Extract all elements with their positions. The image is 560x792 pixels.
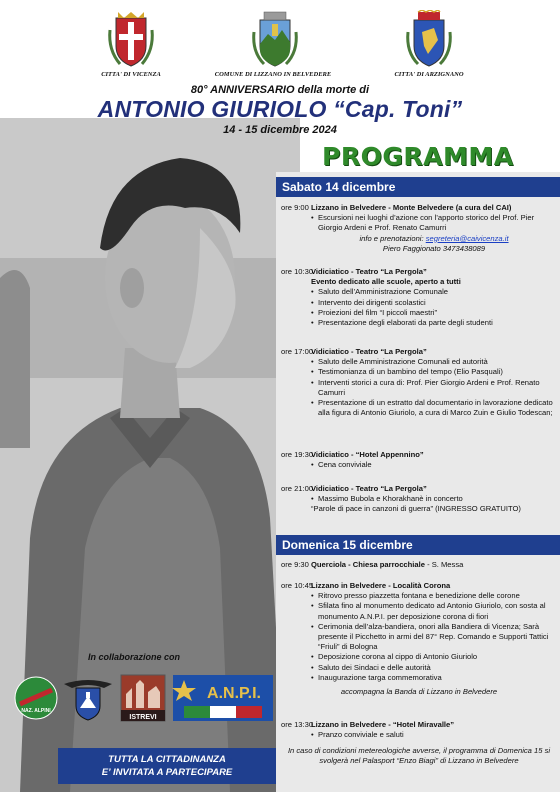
list-item: • Cena conviviale (311, 460, 557, 470)
sat-event-3 (281, 347, 557, 418)
event-place: Lizzano in Belvedere - “Hotel Miravalle” (311, 720, 455, 729)
list-item: • Presentazione degli elaborati da parte degli studenti (311, 318, 557, 328)
day-bar-sunday: Domenica 15 dicembre (276, 535, 560, 555)
arzignano-crest-icon (404, 10, 454, 68)
list-item: • Saluto delle Amministrazione Comunali ed autorità (311, 357, 557, 367)
lizzano-crest-icon (250, 10, 300, 68)
concert-subtitle: “Parole di pace in canzoni di guerra” (INGRESSO GRATUITO) (311, 504, 521, 514)
sat-event-5 (281, 484, 557, 515)
page-title: ANTONIO GIURIOLO “Cap. Toni” (97, 96, 463, 122)
event-place: Vidiciatico - Teatro “La Pergola” (311, 267, 427, 276)
weather-note: In caso di condizioni metereologiche avverse, il programma di Domenica 15 si svolgerà nel Palasport “Enzo Biagi” di Lizzano in Belvedere (287, 746, 551, 766)
list-item: • Ritrovo presso piazzetta fontana e benedizione delle corone (311, 591, 557, 601)
invitation-banner (58, 748, 276, 784)
list-item: • Deposizione corona al cippo di Antonio Giuriolo (311, 652, 557, 662)
event-time: ore 19:30 (281, 450, 314, 459)
info-phone: Piero Faggionato 3473438089 (382, 243, 486, 253)
event-time: ore 9:30 (281, 560, 309, 569)
list-item: • Interventi storici a cura di: Prof. Pier Giorgio Ardeni e Prof. Renato Camurri (311, 378, 557, 398)
sun-event-2 (281, 581, 557, 697)
vicenza-crest-icon (106, 10, 156, 68)
event-place: Lizzano in Belvedere - Località Corona (311, 581, 451, 590)
programma-heading: PROGRAMMA (322, 142, 514, 171)
istrevi-text: ISTREVI (129, 714, 157, 721)
list-item: • Intervento dei dirigenti scolastici (311, 298, 557, 308)
crest-label-vicenza: CITTA' DI VICENZA (101, 71, 161, 78)
day-bar-saturday: Sabato 14 dicembre (276, 177, 560, 197)
event-time: ore 21:00 (281, 484, 314, 493)
event-place: Vidiciatico - Teatro “La Pergola” (311, 484, 427, 493)
event-time: ore 13:30 (281, 720, 314, 729)
anpi-logo (172, 674, 274, 722)
list-item: • Proiezioni del film “I piccoli maestri” (311, 308, 557, 318)
collab-label: In collaborazione con (88, 652, 181, 662)
event-place: Querciola - Chiesa parrocchiale (311, 560, 425, 569)
band-note: accompagna la Banda di Lizzano in Belvedere (340, 687, 498, 697)
event-dates: 14 - 15 dicembre 2024 (223, 124, 337, 136)
event-time: ore 9:00 (281, 203, 309, 212)
list-item: • Pranzo conviviale e saluti (311, 730, 557, 740)
sat-event-4 (281, 450, 557, 470)
list-item: • Testimonianza di un bambino del tempo (Elio Pasquali) (311, 367, 557, 377)
sat-event-1 (281, 203, 557, 254)
event-place: Lizzano in Belvedere - Monte Belvedere (a cura del CAI) (311, 203, 512, 212)
list-item: • Massimo Bubola e Khorakhanè in concerto (311, 494, 557, 504)
event-time: ore 10:45 (281, 581, 314, 590)
program-panel (276, 172, 560, 792)
info-label: info e prenotazioni: (359, 233, 426, 243)
invitation-line-2: E’ INVITATA A PARTECIPARE (101, 767, 233, 778)
anpi-text: A.N.P.I. (207, 685, 261, 702)
list-item: • Saluto dell’Amministrazione Comunale (311, 287, 557, 297)
crest-label-arzignano: CITTA' DI ARZIGNANO (394, 71, 464, 78)
event-detail: - S. Messa (424, 560, 464, 569)
event-place: Vidiciatico - Teatro “La Pergola” (311, 347, 427, 356)
email-link[interactable]: segreteria@caivicenza.it (425, 233, 509, 243)
cai-logo (62, 674, 114, 722)
crest-label-lizzano: COMUNE DI LIZZANO IN BELVEDERE (214, 71, 332, 78)
list-item: • Inaugurazione targa commemorativa (311, 673, 557, 683)
istrevi-logo (120, 674, 166, 722)
sun-event-1 (281, 560, 557, 570)
list-item: • Saluto dei Sindaci e delle autorità (311, 663, 557, 673)
ana-text: NAZ. ALPINI (21, 708, 51, 714)
list-item: • Presentazione di un estratto dal documentario in lavorazione dedicato alla figura di Antonio Giuriolo, a cura di Marco Zuin e Giulio Todescan; (311, 398, 557, 418)
anniversary-line: 80° ANNIVERSARIO della morte di (190, 84, 370, 96)
sat-event-2 (281, 267, 557, 328)
list-item: • Cerimonia dell’alza-bandiera, onori alla Bandiera di Vicenza; Sarà presente il Picchetto in armi del 87° Rep. Comando e Supporti Tattici “Friuli” di Bologna (311, 622, 557, 653)
sun-event-3 (281, 720, 557, 740)
invitation-line-1: TUTTA LA CITTADINANZA (108, 754, 226, 765)
event-time: ore 17:00 (281, 347, 314, 356)
event-note: Evento dedicato alle scuole, aperto a tutti (311, 277, 461, 287)
ana-alpini-logo (14, 674, 58, 722)
list-item: • Sfilata fino al monumento dedicato ad Antonio Giuriolo, con sosta al monumento A.N.P.I. per deposizione corona di fiori (311, 601, 557, 621)
list-item: • Escursioni nei luoghi d’azione con l’apporto storico del Prof. Pier Giorgio Ardeni e Prof. Renato Camurri (311, 213, 557, 233)
event-time: ore 10:30 (281, 267, 314, 276)
event-place: Vidiciatico - “Hotel Appennino” (311, 450, 424, 459)
